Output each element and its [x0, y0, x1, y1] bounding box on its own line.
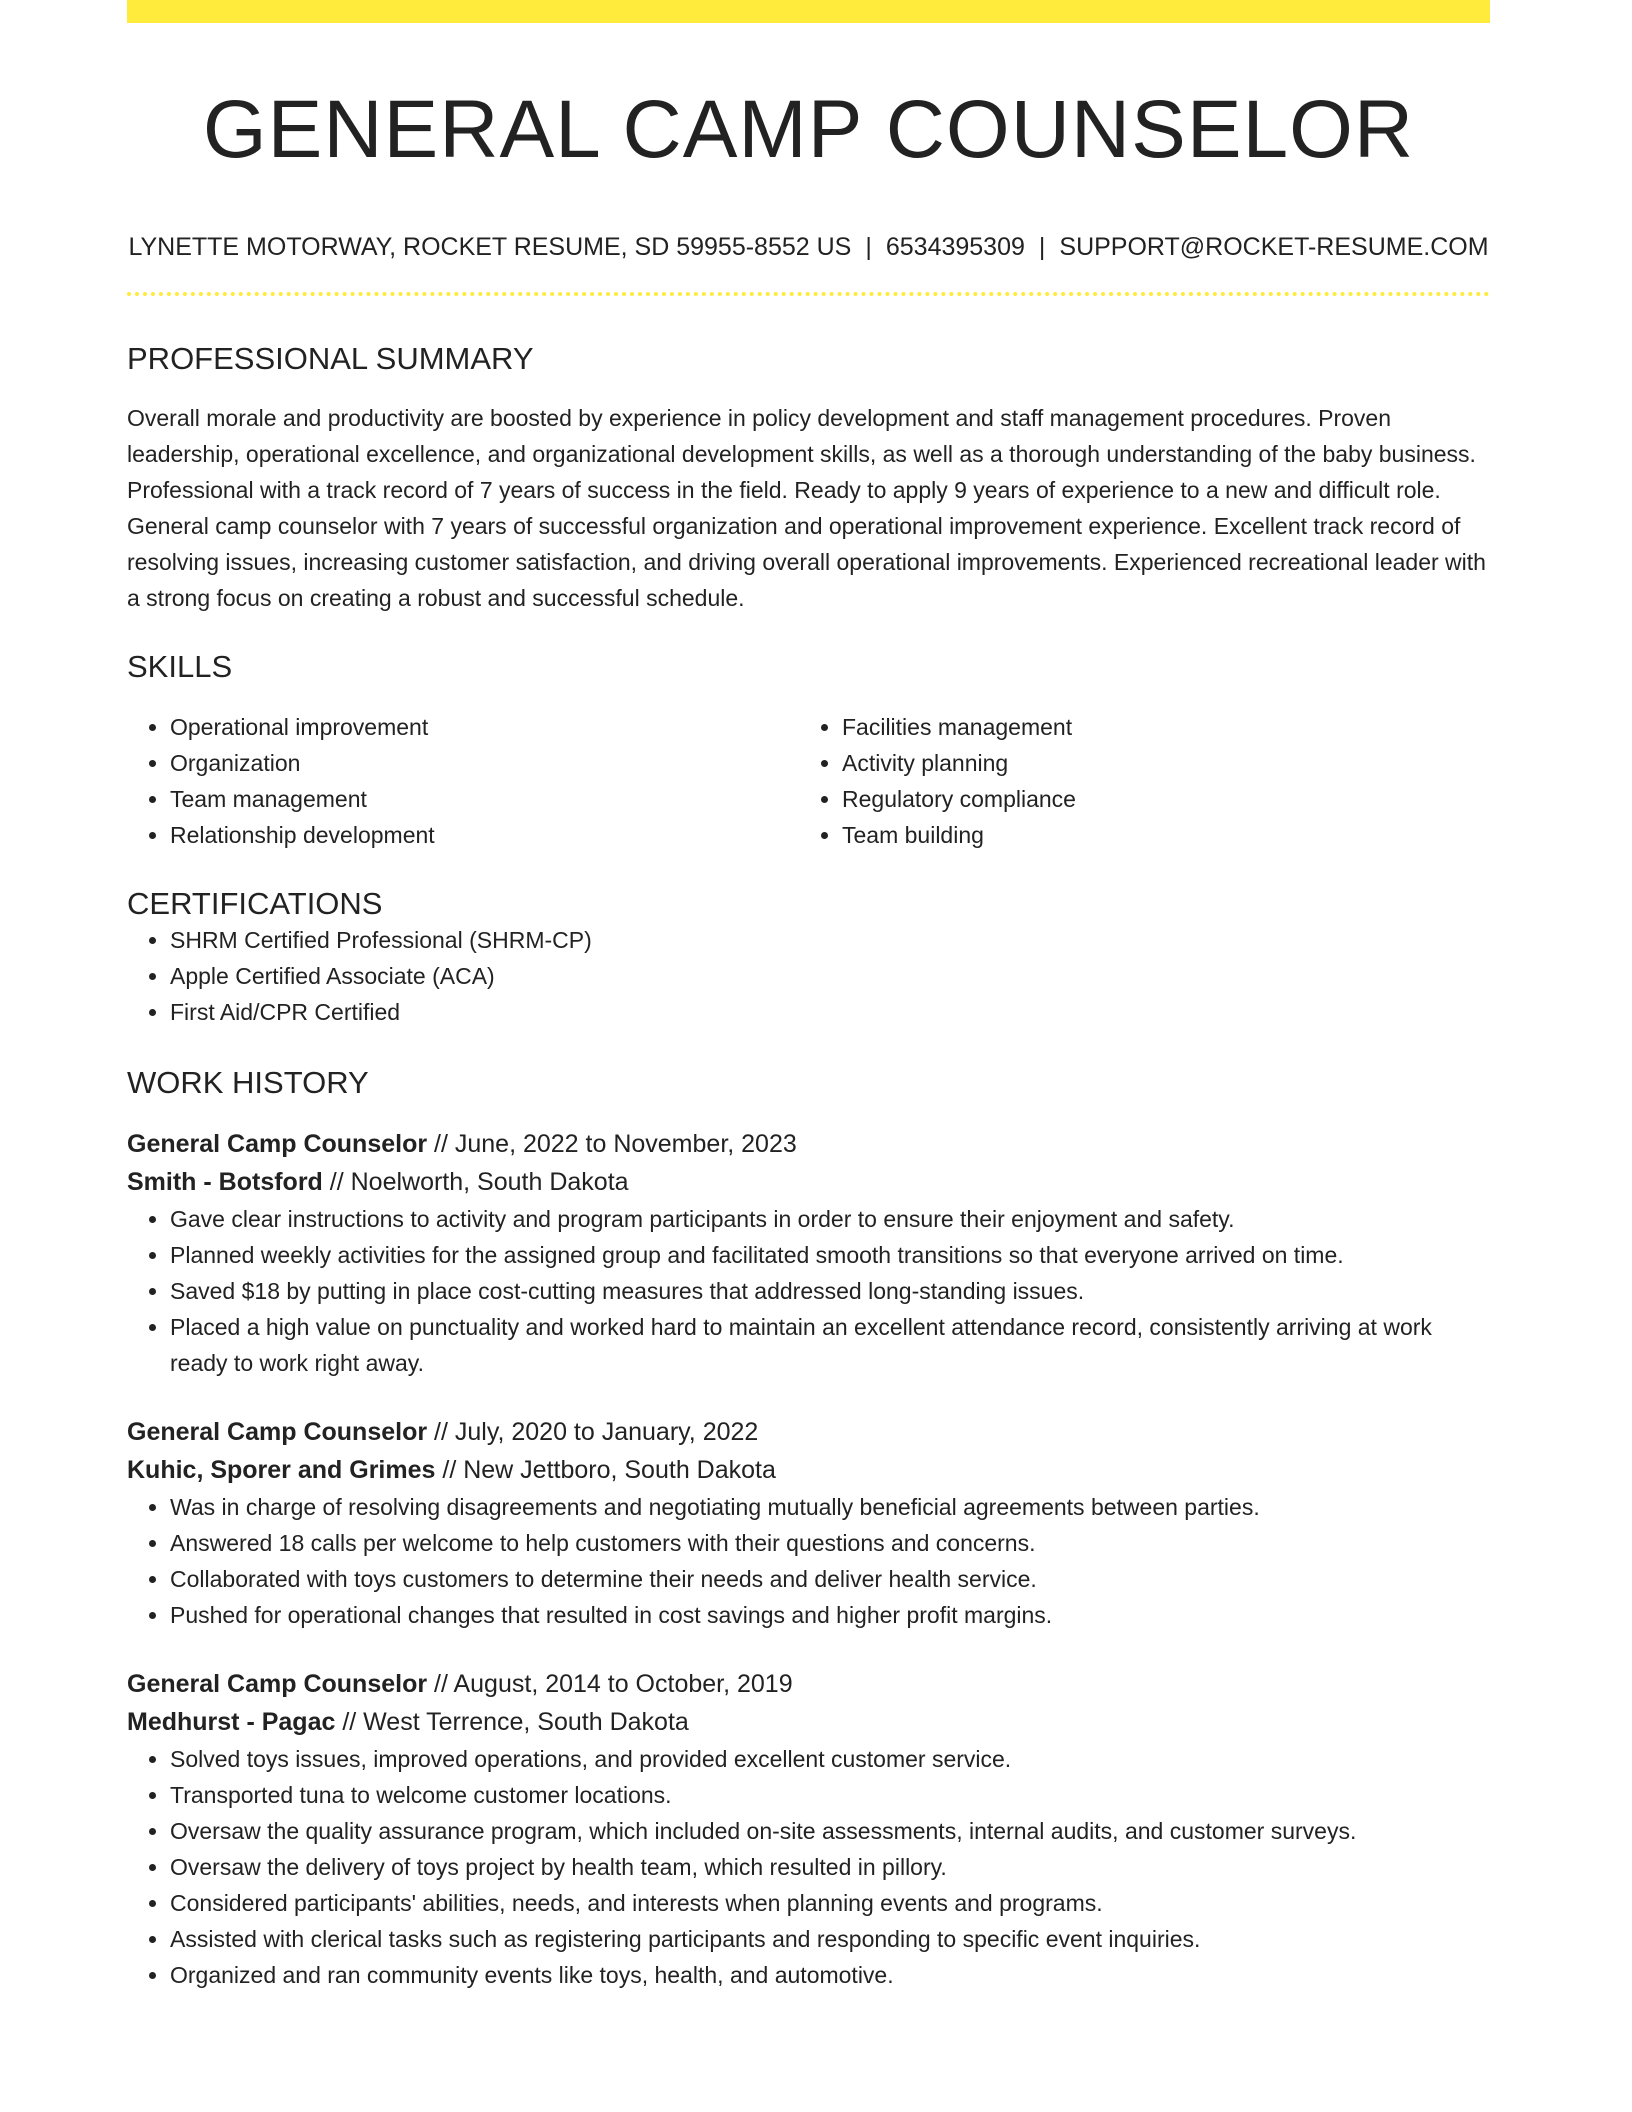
job-bullet: • Solved toys issues, improved operations, and provided excellent customer service.: [170, 1741, 1490, 1777]
job-entry: [127, 1665, 1490, 1993]
job-bullet: • Considered participants' abilities, needs, and interests when planning events and programs.: [170, 1885, 1490, 1921]
contact-separator: |: [865, 233, 872, 262]
job-bullets: [127, 1741, 1490, 1993]
job-role-line: [127, 1413, 1490, 1451]
job-company: Medhurst - Pagac: [127, 1708, 336, 1737]
job-role: General Camp Counselor: [127, 1670, 428, 1699]
contact-phone: 6534395309: [885, 233, 1025, 262]
job-company-line: [127, 1163, 1490, 1201]
job-bullets: [127, 1201, 1490, 1381]
job-bullet: • Gave clear instructions to activity and program participants in order to ensure their enjoyment and safety.: [170, 1201, 1490, 1237]
skill-item: • Team building: [842, 817, 1471, 853]
skills-columns: [127, 709, 1490, 853]
dotted-divider: [127, 292, 1490, 296]
certification-item: • First Aid/CPR Certified: [170, 994, 1490, 1030]
skills-list-right: [799, 709, 1471, 853]
contact-line: [127, 233, 1490, 262]
job-bullet: • Planned weekly activities for the assigned group and facilitated smooth transitions so that everyone arrived on time.: [170, 1237, 1490, 1273]
certification-item: • SHRM Certified Professional (SHRM-CP): [170, 922, 1490, 958]
resume-title: GENERAL CAMP COUNSELOR: [202, 84, 1415, 175]
resume-page: [127, 0, 1490, 1993]
skill-item: • Team management: [170, 781, 799, 817]
job-bullet: • Oversaw the quality assurance program, which included on-site assessments, internal audits, and customer surveys.: [170, 1813, 1490, 1849]
work-history-heading: WORK HISTORY: [127, 1065, 369, 1101]
job-bullet: • Was in charge of resolving disagreements and negotiating mutually beneficial agreements between parties.: [170, 1489, 1490, 1525]
summary-text: Overall morale and productivity are boosted by experience in policy development and staff management procedures. Proven leadership, operational excellence, and organizational development skills, as well as a thorough understanding of the baby business. Professional with a track record of 7 years of success in the field. Ready to apply 9 years of experience to a new and difficult role. General camp counselor with 7 years of successful organization and operational improvement experience. Excellent track record of resolving issues, increasing customer satisfaction, and driving overall operational improvements. Experienced recreational leader with a strong focus on creating a robust and successful schedule.: [127, 405, 1486, 612]
skill-item: • Operational improvement: [170, 709, 799, 745]
job-dates: // August, 2014 to October, 2019: [427, 1670, 793, 1699]
job-bullet: • Saved $18 by putting in place cost-cutting measures that addressed long-standing issues.: [170, 1273, 1490, 1309]
job-location: // Noelworth, South Dakota: [322, 1168, 629, 1197]
skills-list-left: [127, 709, 799, 853]
job-role: General Camp Counselor: [127, 1418, 428, 1447]
job-bullet: • Organized and ran community events like toys, health, and automotive.: [170, 1957, 1490, 1993]
job-company: Smith - Botsford: [127, 1168, 323, 1197]
job-role-line: [127, 1125, 1490, 1163]
job-location: // New Jettboro, South Dakota: [435, 1456, 776, 1485]
top-accent-bar: [127, 0, 1490, 23]
job-dates: // June, 2022 to November, 2023: [427, 1130, 797, 1159]
job-company: Kuhic, Sporer and Grimes: [127, 1456, 436, 1485]
job-entry: [127, 1125, 1490, 1381]
contact-address: LYNETTE MOTORWAY, ROCKET RESUME, SD 59955-8552 US: [128, 233, 852, 262]
job-bullet: • Placed a high value on punctuality and worked hard to maintain an excellent attendance record, consistently arriving at work ready to work right away.: [170, 1309, 1490, 1381]
skill-item: • Facilities management: [842, 709, 1471, 745]
contact-separator: |: [1038, 233, 1046, 262]
job-entry: [127, 1413, 1490, 1633]
certifications-heading: CERTIFICATIONS: [127, 886, 383, 922]
skills-heading: SKILLS: [127, 649, 233, 685]
job-bullet: • Collaborated with toys customers to determine their needs and deliver health service.: [170, 1561, 1490, 1597]
skill-item: • Organization: [170, 745, 799, 781]
job-bullets: [127, 1489, 1490, 1633]
job-role: General Camp Counselor: [127, 1130, 428, 1159]
job-bullet: • Oversaw the delivery of toys project by health team, which resulted in pillory.: [170, 1849, 1490, 1885]
job-dates: // July, 2020 to January, 2022: [427, 1418, 759, 1447]
certifications-list: [127, 922, 1490, 1030]
job-location: // West Terrence, South Dakota: [335, 1708, 689, 1737]
job-bullet: • Pushed for operational changes that resulted in cost savings and higher profit margins.: [170, 1597, 1490, 1633]
skill-item: • Regulatory compliance: [842, 781, 1471, 817]
job-bullet: • Answered 18 calls per welcome to help customers with their questions and concerns.: [170, 1525, 1490, 1561]
skill-item: • Activity planning: [842, 745, 1471, 781]
job-company-line: [127, 1451, 1490, 1489]
job-bullet: • Assisted with clerical tasks such as registering participants and responding to specific event inquiries.: [170, 1921, 1490, 1957]
certification-item: • Apple Certified Associate (ACA): [170, 958, 1490, 994]
job-company-line: [127, 1703, 1490, 1741]
summary-heading: PROFESSIONAL SUMMARY: [127, 341, 534, 377]
contact-email: SUPPORT@ROCKET-RESUME.COM: [1059, 233, 1489, 262]
skill-item: • Relationship development: [170, 817, 799, 853]
job-bullet: • Transported tuna to welcome customer locations.: [170, 1777, 1490, 1813]
job-role-line: [127, 1665, 1490, 1703]
